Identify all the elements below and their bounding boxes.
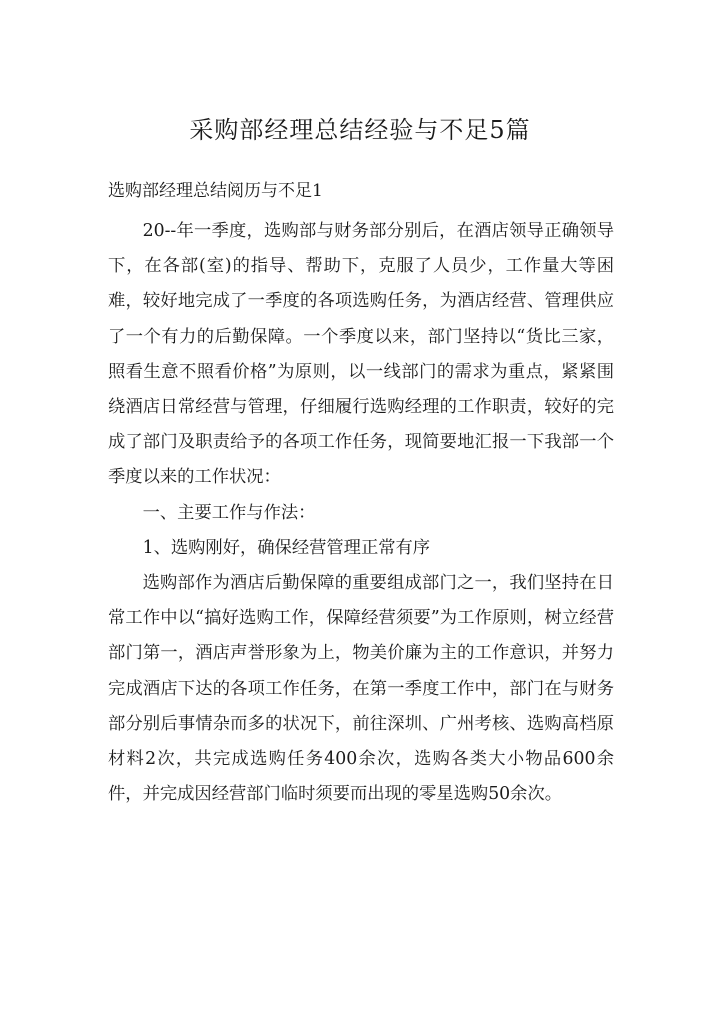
section-subtitle: 选购部经理总结阅历与不足1 — [108, 181, 323, 201]
paragraph-heading-item-1: 1、选购刚好，确保经营管理正常有序 — [142, 537, 431, 558]
paragraph-item-1-detail: 选购部作为酒店后勤保障的重要组成部门之一，我们坚持在日常工作中以“搞好选购工作，保障经营须要”为工作原则，树立经营部门第一，酒店声誉形象为上，物美价廉为主的工作意识，并努力完成酒店下达的各项工作任务，在第一季度工作中，部门在与财务部分别后事情杂而多的状况下，前往深圳、广州考核、选购高档原材料2次，共完成选购任务400余次，选购各类大小物品600余件，并完成因经营部门临时须要而出现的零星选购50余次。 — [108, 573, 614, 805]
paragraph-intro: 20--年一季度，选购部与财务部分别后，在酒店领导正确领导下，在各部(室)的指导、帮助下，克服了人员少，工作量大等困难，较好地完成了一季度的各项选购任务，为酒店经营、管理供应了一个有力的后勤保障。一个季度以来，部门坚持以“货比三家，照看生意不照看价格”为原则，以一线部门的需求为重点，紧紧围绕酒店日常经营与管理，仔细履行选购经理的工作职责，较好的完成了部门及职责给予的各项工作任务，现简要地汇报一下我部一个季度以来的工作状况： — [108, 221, 614, 488]
document-body — [108, 214, 614, 812]
document-title: 采购部经理总结经验与不足5篇 — [189, 116, 531, 144]
paragraph-heading-main-work: 一、主要工作与作法： — [142, 502, 316, 523]
